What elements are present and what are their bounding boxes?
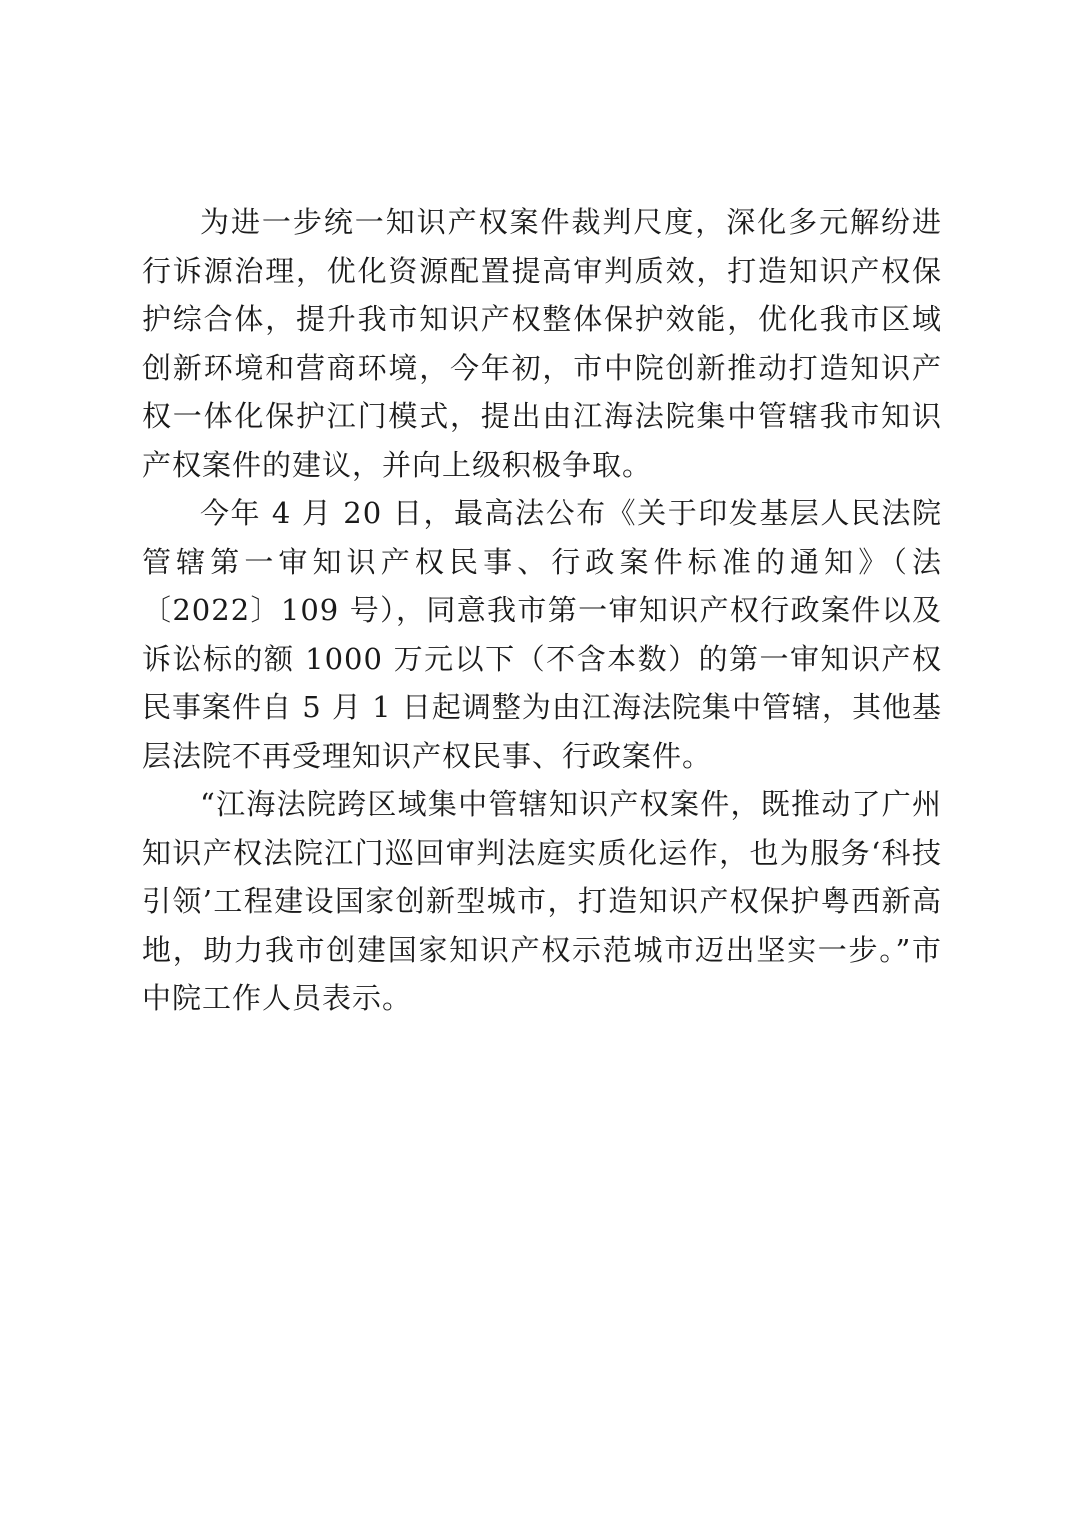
document-body [142, 198, 942, 1023]
paragraph-3: “江海法院跨区域集中管辖知识产权案件，既推动了广州知识产权法院江门巡回审判法庭实质化运作，也为服务‘科技引领’工程建设国家创新型城市，打造知识产权保护粤西新高地，助力我市创建国家知识产权示范城市迈出坚实一步。”市中院工作人员表示。 [142, 787, 942, 1015]
paragraph-2: 今年 4 月 20 日，最高法公布《关于印发基层人民法院管辖第一审知识产权民事、行政案件标准的通知》（法〔2022〕109 号），同意我市第一审知识产权行政案件以及诉讼标的额 1000 万元以下（不含本数）的第一审知识产权民事案件自 5 月 1 日起调整为由江海法院集中管辖，其他基层法院不再受理知识产权民事、行政案件。 [142, 496, 942, 773]
paragraph-1: 为进一步统一知识产权案件裁判尺度，深化多元解纷进行诉源治理，优化资源配置提高审判质效，打造知识产权保护综合体，提升我市知识产权整体保护效能，优化我市区域创新环境和营商环境，今年初，市中院创新推动打造知识产权一体化保护江门模式，提出由江海法院集中管辖我市知识产权案件的建议，并向上级积极争取。 [142, 205, 942, 482]
